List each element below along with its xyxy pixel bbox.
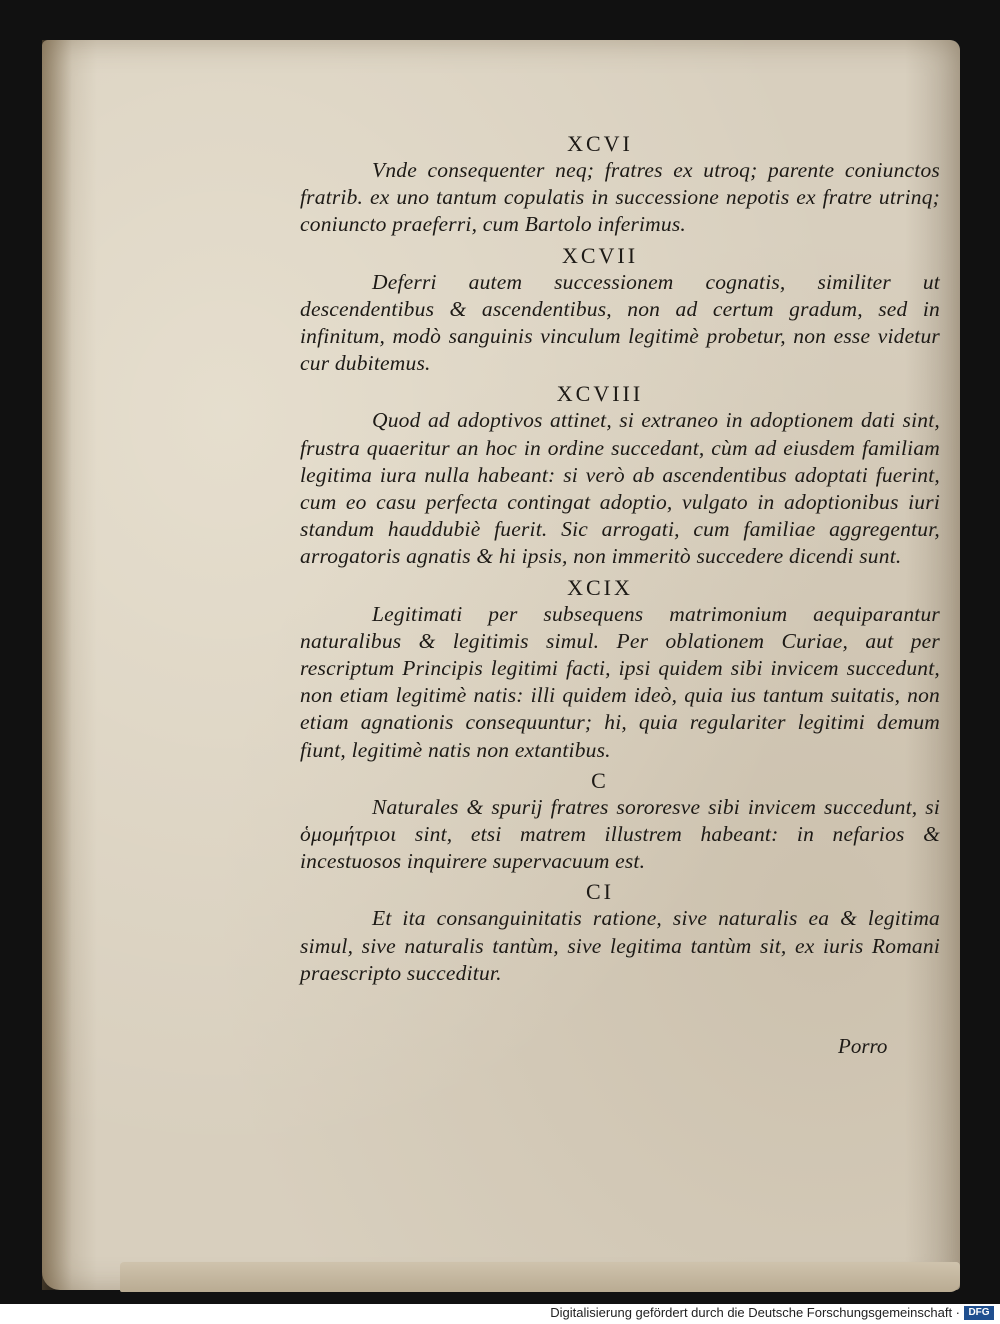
section-heading-ci: CI: [586, 879, 614, 905]
section-text-xcvii: Deferri autem successionem cognatis, similiter ut descendentibus & ascendentibus, non ad certum gradum, sed in infinitum, modò sanguinis vinculum legitimè probetur, non esse videtur cur dubitemus.: [300, 269, 940, 376]
catchword: Porro: [838, 1034, 888, 1058]
dfg-logo: DFG: [964, 1306, 994, 1320]
page-edge-shadow: [42, 40, 72, 1290]
section-text-ci: Et ita consanguinitatis ratione, sive naturalis ea & legitima simul, sive naturalis tantùm, sive legitima tantùm sit, ex iuris Romani praescripto succeditur.: [300, 906, 940, 985]
section-heading-xcix: XCIX: [567, 574, 633, 600]
section-text-xcvi: Vnde consequenter neq; fratres ex utroq; parente coniunctos fratrib. ex uno tantum copulatis in successione nepotis ex fratre utrinq; coniuncto praeferri, cum Bartolo inferimus.: [300, 158, 940, 237]
page-bottom-edge: [120, 1262, 960, 1292]
funding-credit: Digitalisierung gefördert durch die Deutsche Forschungsgemeinschaft ·: [550, 1305, 960, 1320]
section-text-xcviii: Quod ad adoptivos attinet, si extraneo in adoptionem dati sint, frustra quaeritur an hoc in ordine succedant, cùm ad eiusdem familiam legitima iura nulla habeant: si verò ab ascendentibus adoptati fuerint, cum eo casu perfecta contingat adoptio, vulgato in adoptionibus iuri standum hauddubiè fuerit. Sic arrogati, cum familiae aggregentur, arrogatoris agnatis & hi ipsis, non immeritò succedere dicendi sunt.: [300, 408, 940, 569]
section-text-xcix: Legitimati per subsequens matrimonium aequiparantur naturalibus & legitimis simul. Per oblationem Curiae, aut per rescriptum Principis legitimi facti, ipsi quidem sibi invicem succedunt, non etiam legitimè natis: illi quidem ideò, quia ius tantum suitatis, non etiam agnationis consequuntur; hi, quia regulariter legitimi demum fiunt, legitimè natis non extantibus.: [300, 601, 940, 762]
section-heading-xcvi: XCVI: [567, 131, 633, 156]
page-text-block: [300, 130, 940, 987]
section-heading-xcviii: XCVIII: [556, 381, 644, 407]
section-heading-xcvii: XCVII: [561, 242, 639, 268]
section-heading-c: C: [591, 767, 609, 793]
section-text-c: Naturales & spurij fratres sororesve sibi invicem succedunt, si ὁμομήτριοι sint, etsi matrem illustrem habeant: in nefarios & incestuosos inquirere supervacuum est.: [300, 794, 940, 874]
